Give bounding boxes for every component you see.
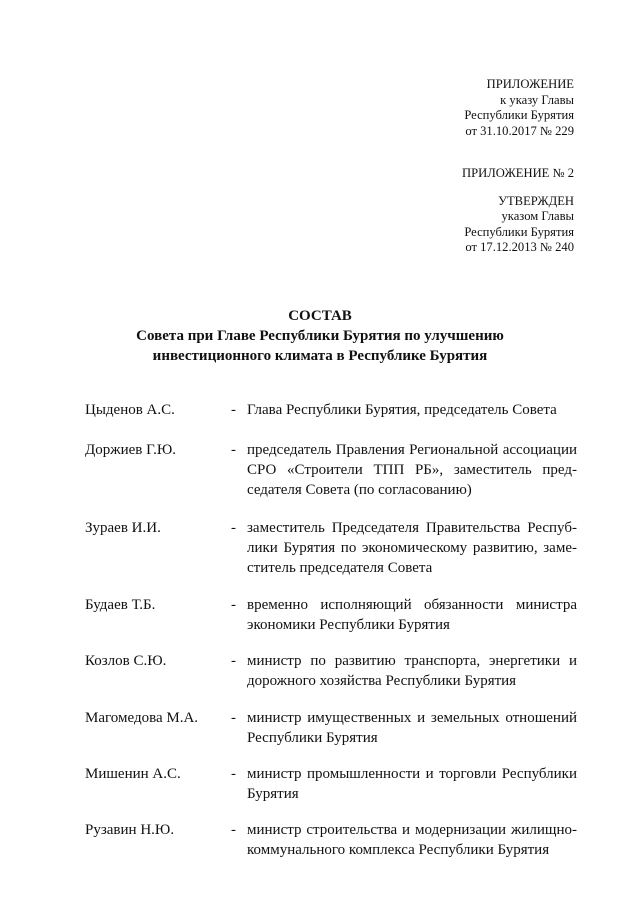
member-name: Мишенин А.С. (85, 766, 181, 782)
member-row (85, 518, 577, 578)
member-row (85, 764, 577, 804)
member-row (85, 595, 577, 635)
member-role: председатель Правления Региональной ассоциации СРО «Строители ТПП РБ», заместитель председателя Совета (по согласованию) (247, 442, 577, 498)
member-dash: - (231, 442, 236, 458)
member-name: Зураев И.И. (85, 520, 161, 536)
member-role: министр строительства и модернизации жилищно-коммунального комплекса Республики Бурятия (247, 822, 577, 858)
member-dash: - (231, 766, 236, 782)
member-name: Цыденов А.С. (85, 402, 175, 418)
member-role: Глава Республики Бурятия, председатель Совета (247, 402, 557, 418)
member-dash: - (231, 653, 236, 669)
appendix-date-number: от 31.10.2017 № 229 (465, 123, 574, 138)
heading-subtitle: Совета при Главе Республики Бурятия по улучшению (136, 328, 504, 344)
appendix-2-header (462, 166, 574, 256)
member-role: министр по развитию транспорта, энергетики и дорожного хозяйства Республики Бурятия (247, 653, 577, 689)
document-heading (0, 306, 640, 366)
member-dash: - (231, 710, 236, 726)
approved-line: указом Главы (501, 209, 574, 223)
member-name: Магомедова М.А. (85, 710, 199, 726)
member-role: заместитель Председателя Правительства Республики Бурятия по экономическому развитию, заместитель председателя Совета (247, 520, 577, 576)
member-row (85, 440, 577, 500)
approved-date-number: от 17.12.2013 № 240 (465, 240, 574, 254)
member-row (85, 651, 577, 691)
member-role: министр промышленности и торговли Республики Бурятия (247, 766, 577, 802)
members-list (85, 400, 577, 860)
member-dash: - (231, 822, 236, 838)
member-name: Доржиев Г.Ю. (85, 442, 177, 458)
heading-title: СОСТАВ (288, 308, 352, 324)
member-row (85, 708, 577, 748)
member-name: Рузавин Н.Ю. (85, 822, 175, 838)
member-row (85, 820, 577, 860)
member-role: временно исполняющий обязанности министра экономики Республики Бурятия (247, 597, 577, 633)
heading-subtitle: инвестиционного климата в Республике Бурятия (152, 348, 488, 364)
appendix-header (464, 77, 574, 139)
member-dash: - (231, 402, 236, 418)
appendix-line: к указу Главы (500, 92, 574, 107)
appendix-title: ПРИЛОЖЕНИЕ (486, 77, 574, 91)
appendix-line: Республики Бурятия (464, 108, 574, 122)
member-name: Будаев Т.Б. (85, 597, 156, 613)
approved-line: Республики Бурятия (464, 224, 574, 239)
member-role: министр имущественных и земельных отношений Республики Бурятия (247, 710, 577, 746)
member-row (85, 400, 577, 420)
approved-label: УТВЕРЖДЕН (498, 193, 574, 208)
member-name: Козлов С.Ю. (85, 653, 167, 669)
appendix-2-title: ПРИЛОЖЕНИЕ № 2 (462, 166, 574, 180)
member-dash: - (231, 520, 236, 536)
member-dash: - (231, 597, 236, 613)
